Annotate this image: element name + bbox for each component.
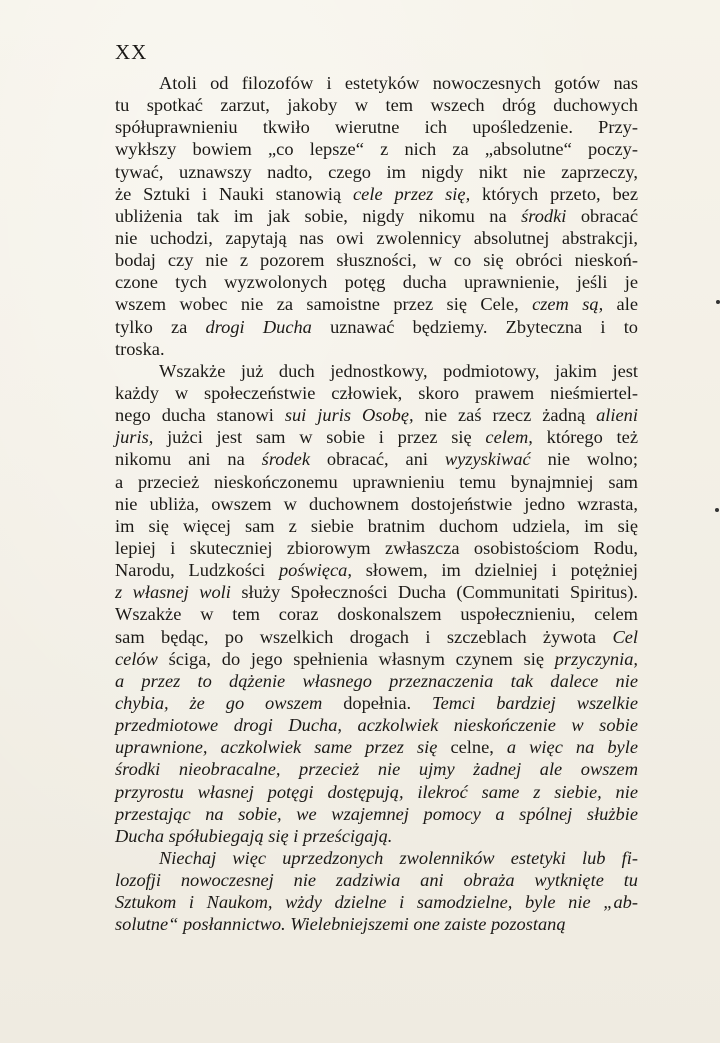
text-line: że Sztuki i Nauki stanowią cele przez się, których przeto, bez: [115, 183, 638, 204]
text-line: czone tych wyzwolonych potęg ducha uprawnienie, jeśli je: [115, 272, 638, 293]
text-line: bodaj czy nie z pozorem słuszności, w co się obróci nieskoń-: [115, 250, 638, 271]
text-line: wykłszy bowiem „co lepsze“ z nich za „absolutne“ poczy-: [115, 139, 638, 160]
text-line: Niechaj więc uprzedzonych zwolenników estetyki lub fi-: [159, 847, 638, 868]
text-line: troska.: [115, 338, 165, 359]
text-line: nie ubliża, owszem w duchownem dostojeństwie jedno wzrasta,: [115, 493, 638, 514]
text-line: Atoli od filozofów i estetyków nowoczesnych gotów nas: [159, 73, 638, 93]
text-line: każdy w społeczeństwie człowiek, skoro prawem nieśmiertel-: [115, 382, 638, 403]
paragraph: [115, 360, 638, 847]
text-line: nikomu ani na środek obracać, ani wyzyskiwać nie wolno;: [115, 449, 638, 470]
text-line: nego ducha stanowi sui juris Osobę, nie zaś rzecz żadną alieni: [115, 405, 638, 426]
text-line: uprawnione, aczkolwiek same przez się celne, a więc na byle: [115, 737, 638, 758]
text-line: przedmiotowe drogi Ducha, aczkolwiek nieskończenie w sobie: [115, 715, 638, 736]
text-line: ubliżenia tak im jak sobie, nigdy nikomu na środki obracać: [115, 205, 638, 226]
text-line: Narodu, Ludzkości poświęca, słowem, im dzielniej i potężniej: [115, 560, 638, 581]
text-line: Sztukom i Naukom, wżdy dzielne i samodzielne, byle nie „ab-: [115, 892, 638, 913]
text-line: tylko za drogi Ducha uznawać będziemy. Zbyteczna i to: [115, 316, 638, 337]
text-line: Wszakże w tem coraz doskonalszem uspołecznieniu, celem: [115, 604, 638, 625]
text-line: lozofji nowoczesnej nie zadziwia ani obraża wytknięte tu: [115, 870, 638, 891]
text-line: z własnej woli służy Społeczności Ducha (Communitati Spiritus).: [115, 582, 638, 603]
text-line: im się więcej sam z siebie bratnim duchom udziela, im się: [115, 515, 638, 536]
text-line: juris, jużci jest sam w sobie i przez się celem, którego też: [115, 427, 638, 448]
text-line: wszem wobec nie za samoistne przez się Cele, czem są, ale: [115, 294, 638, 315]
page-number: XX: [115, 40, 148, 64]
text-line: przyrostu własnej potęgi dostępują, ilekroć same z siebie, nie: [115, 781, 638, 802]
text-line: Ducha spółubiegają się i prześcigają.: [115, 825, 393, 846]
text-line: a przez to dążenie własnego przeznaczenia tak dalece nie: [115, 670, 638, 691]
scan-speck: [715, 508, 719, 512]
text-line: chybia, że go owszem dopełnia. Temci bardziej wszelkie: [115, 692, 638, 713]
text-line: środki nieobracalne, przecież nie ujmy żadnej ale owszem: [115, 759, 638, 780]
text-line: sam będąc, po wszelkich drogach i szczeblach żywota Cel: [115, 626, 638, 647]
paragraph: [115, 72, 638, 360]
text-line: a przecież nieskończonemu uprawnieniu temu bynajmniej sam: [115, 471, 638, 492]
paragraph: [115, 847, 638, 936]
text-line: celów ściga, do jego spełnienia własnym czynem się przyczynia,: [115, 648, 638, 669]
scan-speck: [716, 300, 720, 304]
text-line: przestając na sobie, we wzajemnej pomocy a spólnej służbie: [115, 803, 638, 824]
text-line: tywać, uznawszy nadto, czego im nigdy nikt nie zaprzeczy,: [115, 161, 638, 182]
text-line: solutne“ posłannictwo. Wielebniejszemi one zaiste pozostaną: [115, 914, 566, 935]
text-line: nie uchodzi, zapytają nas owi zwolennicy absolutnej abstrakcji,: [115, 227, 638, 248]
text-line: Wszakże już duch jednostkowy, podmiotowy, jakim jest: [159, 360, 638, 381]
text-line: tu spotkać zarzut, jakoby w tem wszech dróg duchowych: [115, 95, 638, 116]
text-line: spółuprawnieniu tkwiło wierutne ich upośledzenie. Przy-: [115, 117, 638, 138]
body-text: [115, 72, 638, 935]
text-line: lepiej i skuteczniej zbiorowym zwłaszcza osobistościom Rodu,: [115, 537, 638, 558]
